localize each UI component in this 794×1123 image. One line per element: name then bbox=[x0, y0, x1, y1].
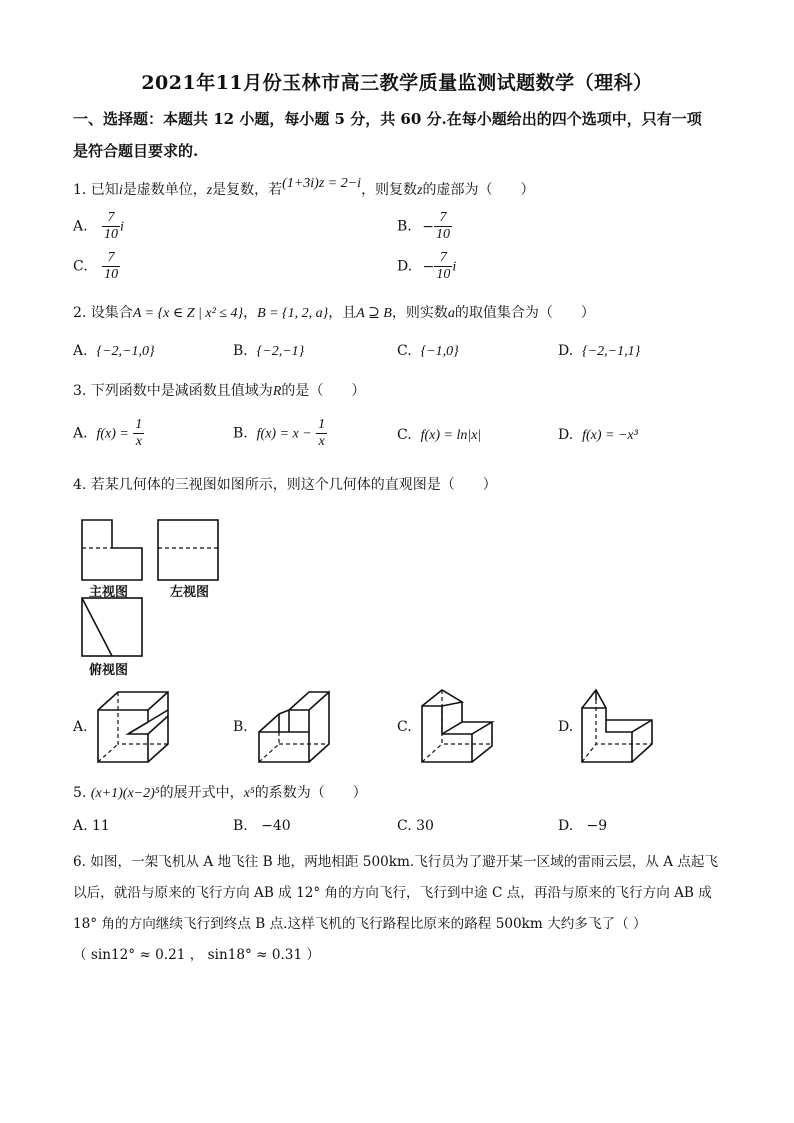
q1-text: 是复数，若 bbox=[212, 182, 283, 198]
denominator: x bbox=[135, 434, 142, 449]
numerator: 7 bbox=[434, 250, 452, 267]
section-header-line2: 是符合题目要求的. bbox=[73, 142, 199, 160]
q5-option-b[interactable] bbox=[233, 818, 291, 834]
q2-option-c[interactable] bbox=[397, 343, 459, 360]
denominator: 10 bbox=[436, 267, 451, 282]
option-lhs: f(x) = x − bbox=[256, 426, 312, 442]
q4-option-a-solid[interactable] bbox=[94, 686, 174, 766]
q4-option-a-label[interactable]: A. bbox=[73, 719, 88, 735]
option-fraction bbox=[434, 250, 452, 283]
q5-option-d[interactable] bbox=[558, 818, 607, 834]
option-fraction bbox=[102, 250, 120, 283]
q1-text: 是虚数单位， bbox=[122, 182, 207, 198]
q2-text: ，则实数 bbox=[391, 305, 448, 321]
q1-z: z bbox=[206, 183, 213, 198]
option-text: {−1,0} bbox=[420, 344, 459, 359]
question-6-line4: （ sin12° ≈ 0.21 ， sin18° ≈ 0.31 ） bbox=[73, 947, 321, 963]
option-text: 11 bbox=[92, 818, 110, 834]
option-label: D. bbox=[558, 427, 574, 443]
q4-option-d-solid[interactable] bbox=[578, 686, 658, 766]
page-title: 2021年11月份玉林市高三教学质量监测试题数学（理科） bbox=[141, 72, 653, 94]
option-label: D. bbox=[558, 343, 574, 359]
q1-equation: (1+3i)z = 2−i bbox=[282, 176, 362, 191]
q2-set-a: A = {x ∈ Z | x² ≤ 4} bbox=[132, 306, 244, 321]
option-label: A. bbox=[73, 425, 88, 442]
q2-option-b[interactable] bbox=[233, 343, 304, 360]
option-text: f(x) = ln|x| bbox=[420, 428, 482, 443]
q3-option-a[interactable] bbox=[73, 417, 144, 450]
question-6-line1: 6. 如图，一架飞机从 A 地飞往 B 地，两地相距 500km.飞行员为了避开某一区域的雷雨云层，从 A 点起飞 bbox=[73, 854, 719, 870]
section-header-line1: 一、选择题：本题共 12 小题，每小题 5 分，共 60 分.在每小题给出的四个选项中，只有一项 bbox=[73, 110, 702, 128]
option-label: B. bbox=[233, 818, 248, 834]
question-6-line3: 18° 角的方向继续飞行到终点 B 点.这样飞机的飞行路程比原来的路程 500km 大约多飞了（ ） bbox=[73, 916, 647, 932]
option-label: A. bbox=[73, 343, 88, 359]
denominator: x bbox=[318, 434, 325, 449]
option-label: D. bbox=[397, 258, 413, 275]
numerator: 7 bbox=[102, 250, 120, 267]
option-label: A. bbox=[73, 218, 88, 235]
question-5-stem bbox=[73, 782, 367, 802]
q5-option-a[interactable] bbox=[73, 818, 110, 834]
q4-option-b-solid[interactable] bbox=[255, 686, 335, 766]
option-text: f(x) = −x³ bbox=[582, 428, 638, 443]
q5-text: 5. bbox=[73, 785, 87, 801]
option-text: {−2,−1,0} bbox=[96, 344, 155, 359]
q2-a: a bbox=[447, 306, 455, 321]
option-suffix: i bbox=[452, 259, 457, 275]
q3-option-d[interactable] bbox=[558, 427, 638, 444]
top-view-outline bbox=[82, 598, 142, 656]
top-view-diagonal bbox=[82, 598, 112, 656]
option-suffix: i bbox=[120, 219, 124, 235]
option-label: C. bbox=[397, 427, 412, 443]
option-label: B. bbox=[233, 425, 248, 442]
option-lhs: f(x) = bbox=[96, 426, 129, 442]
q2-text: 的取值集合为（ ） bbox=[454, 305, 595, 321]
denominator: 10 bbox=[104, 227, 119, 242]
q3-option-c[interactable] bbox=[397, 427, 481, 444]
q2-option-a[interactable] bbox=[73, 343, 155, 360]
q5-text: 的展开式中， bbox=[159, 785, 244, 801]
q4-option-d-label[interactable]: D. bbox=[558, 719, 574, 735]
option-sign: − bbox=[422, 258, 435, 275]
q1-option-c[interactable] bbox=[73, 250, 120, 283]
option-label: B. bbox=[233, 343, 248, 359]
option-text: 30 bbox=[416, 818, 434, 834]
q1-text: 1. 已知 bbox=[73, 182, 119, 198]
front-view-label: 主视图 bbox=[89, 585, 129, 600]
q4-option-b-label[interactable]: B. bbox=[233, 719, 248, 735]
option-text: −40 bbox=[261, 818, 291, 834]
option-label: C. bbox=[397, 343, 412, 359]
q5-text: 的系数为（ ） bbox=[254, 785, 367, 801]
q1-text: ，则复数 bbox=[361, 182, 418, 198]
q4-option-c-label[interactable]: C. bbox=[397, 719, 412, 735]
question-4-stem: 4. 若某几何体的三视图如图所示，则这个几何体的直观图是（ ） bbox=[73, 477, 497, 493]
option-text: {−2,−1,1} bbox=[582, 344, 641, 359]
q5-expression: (x+1)(x−2)⁵ bbox=[90, 786, 160, 801]
question-6-line2: 以后，就沿与原来的飞行方向 AB 成 12° 角的方向飞行，飞行到中途 C 点，再沿与原来的飞行方向 AB 成 bbox=[73, 885, 712, 901]
option-text: {−2,−1} bbox=[256, 344, 305, 359]
question-1-stem bbox=[73, 176, 535, 199]
option-label: B. bbox=[397, 218, 412, 235]
q3-r: R bbox=[272, 384, 282, 399]
top-view-label: 俯视图 bbox=[89, 663, 129, 678]
q2-text: 2. 设集合 bbox=[73, 305, 133, 321]
option-text: −9 bbox=[586, 818, 608, 834]
q2-text: ， bbox=[243, 305, 258, 321]
q1-text: 的虚部为（ ） bbox=[422, 182, 535, 198]
option-sign: − bbox=[422, 218, 434, 235]
front-view-outline bbox=[82, 520, 142, 580]
q5-option-c[interactable] bbox=[397, 818, 434, 834]
q5-term: x⁵ bbox=[243, 786, 255, 801]
numerator: 1 bbox=[135, 417, 143, 432]
numerator: 7 bbox=[434, 210, 452, 227]
q1-option-a[interactable] bbox=[73, 210, 124, 243]
q3-text: 的是（ ） bbox=[281, 383, 366, 399]
q2-text: ，且 bbox=[328, 305, 357, 321]
option-label: D. bbox=[558, 818, 574, 834]
option-fraction bbox=[133, 417, 144, 450]
option-label: A. bbox=[73, 818, 88, 834]
q3-option-b[interactable] bbox=[233, 417, 327, 450]
q1-z: z bbox=[417, 183, 423, 198]
q1-option-b[interactable] bbox=[397, 210, 452, 243]
numerator: 7 bbox=[102, 210, 120, 227]
side-view-outline bbox=[158, 520, 218, 580]
q1-option-d[interactable] bbox=[397, 250, 456, 283]
question-2-stem bbox=[73, 302, 595, 322]
option-label: C. bbox=[397, 818, 412, 834]
q3-text: 3. 下列函数中是减函数且值域为 bbox=[73, 383, 273, 399]
q2-set-b: B = {1, 2, a} bbox=[257, 306, 329, 321]
option-label: C. bbox=[73, 258, 88, 275]
q4-option-c-solid[interactable] bbox=[418, 686, 498, 766]
numerator: 1 bbox=[318, 417, 326, 432]
option-fraction bbox=[434, 210, 452, 243]
option-fraction bbox=[316, 417, 327, 450]
side-view-label: 左视图 bbox=[170, 585, 210, 600]
option-fraction bbox=[102, 210, 120, 243]
denominator: 10 bbox=[104, 267, 119, 282]
q1-i: i bbox=[118, 183, 123, 198]
question-3-stem bbox=[73, 380, 365, 400]
q2-option-d[interactable] bbox=[558, 343, 640, 360]
denominator: 10 bbox=[435, 227, 450, 242]
q2-relation: A ⊇ B bbox=[356, 306, 392, 321]
